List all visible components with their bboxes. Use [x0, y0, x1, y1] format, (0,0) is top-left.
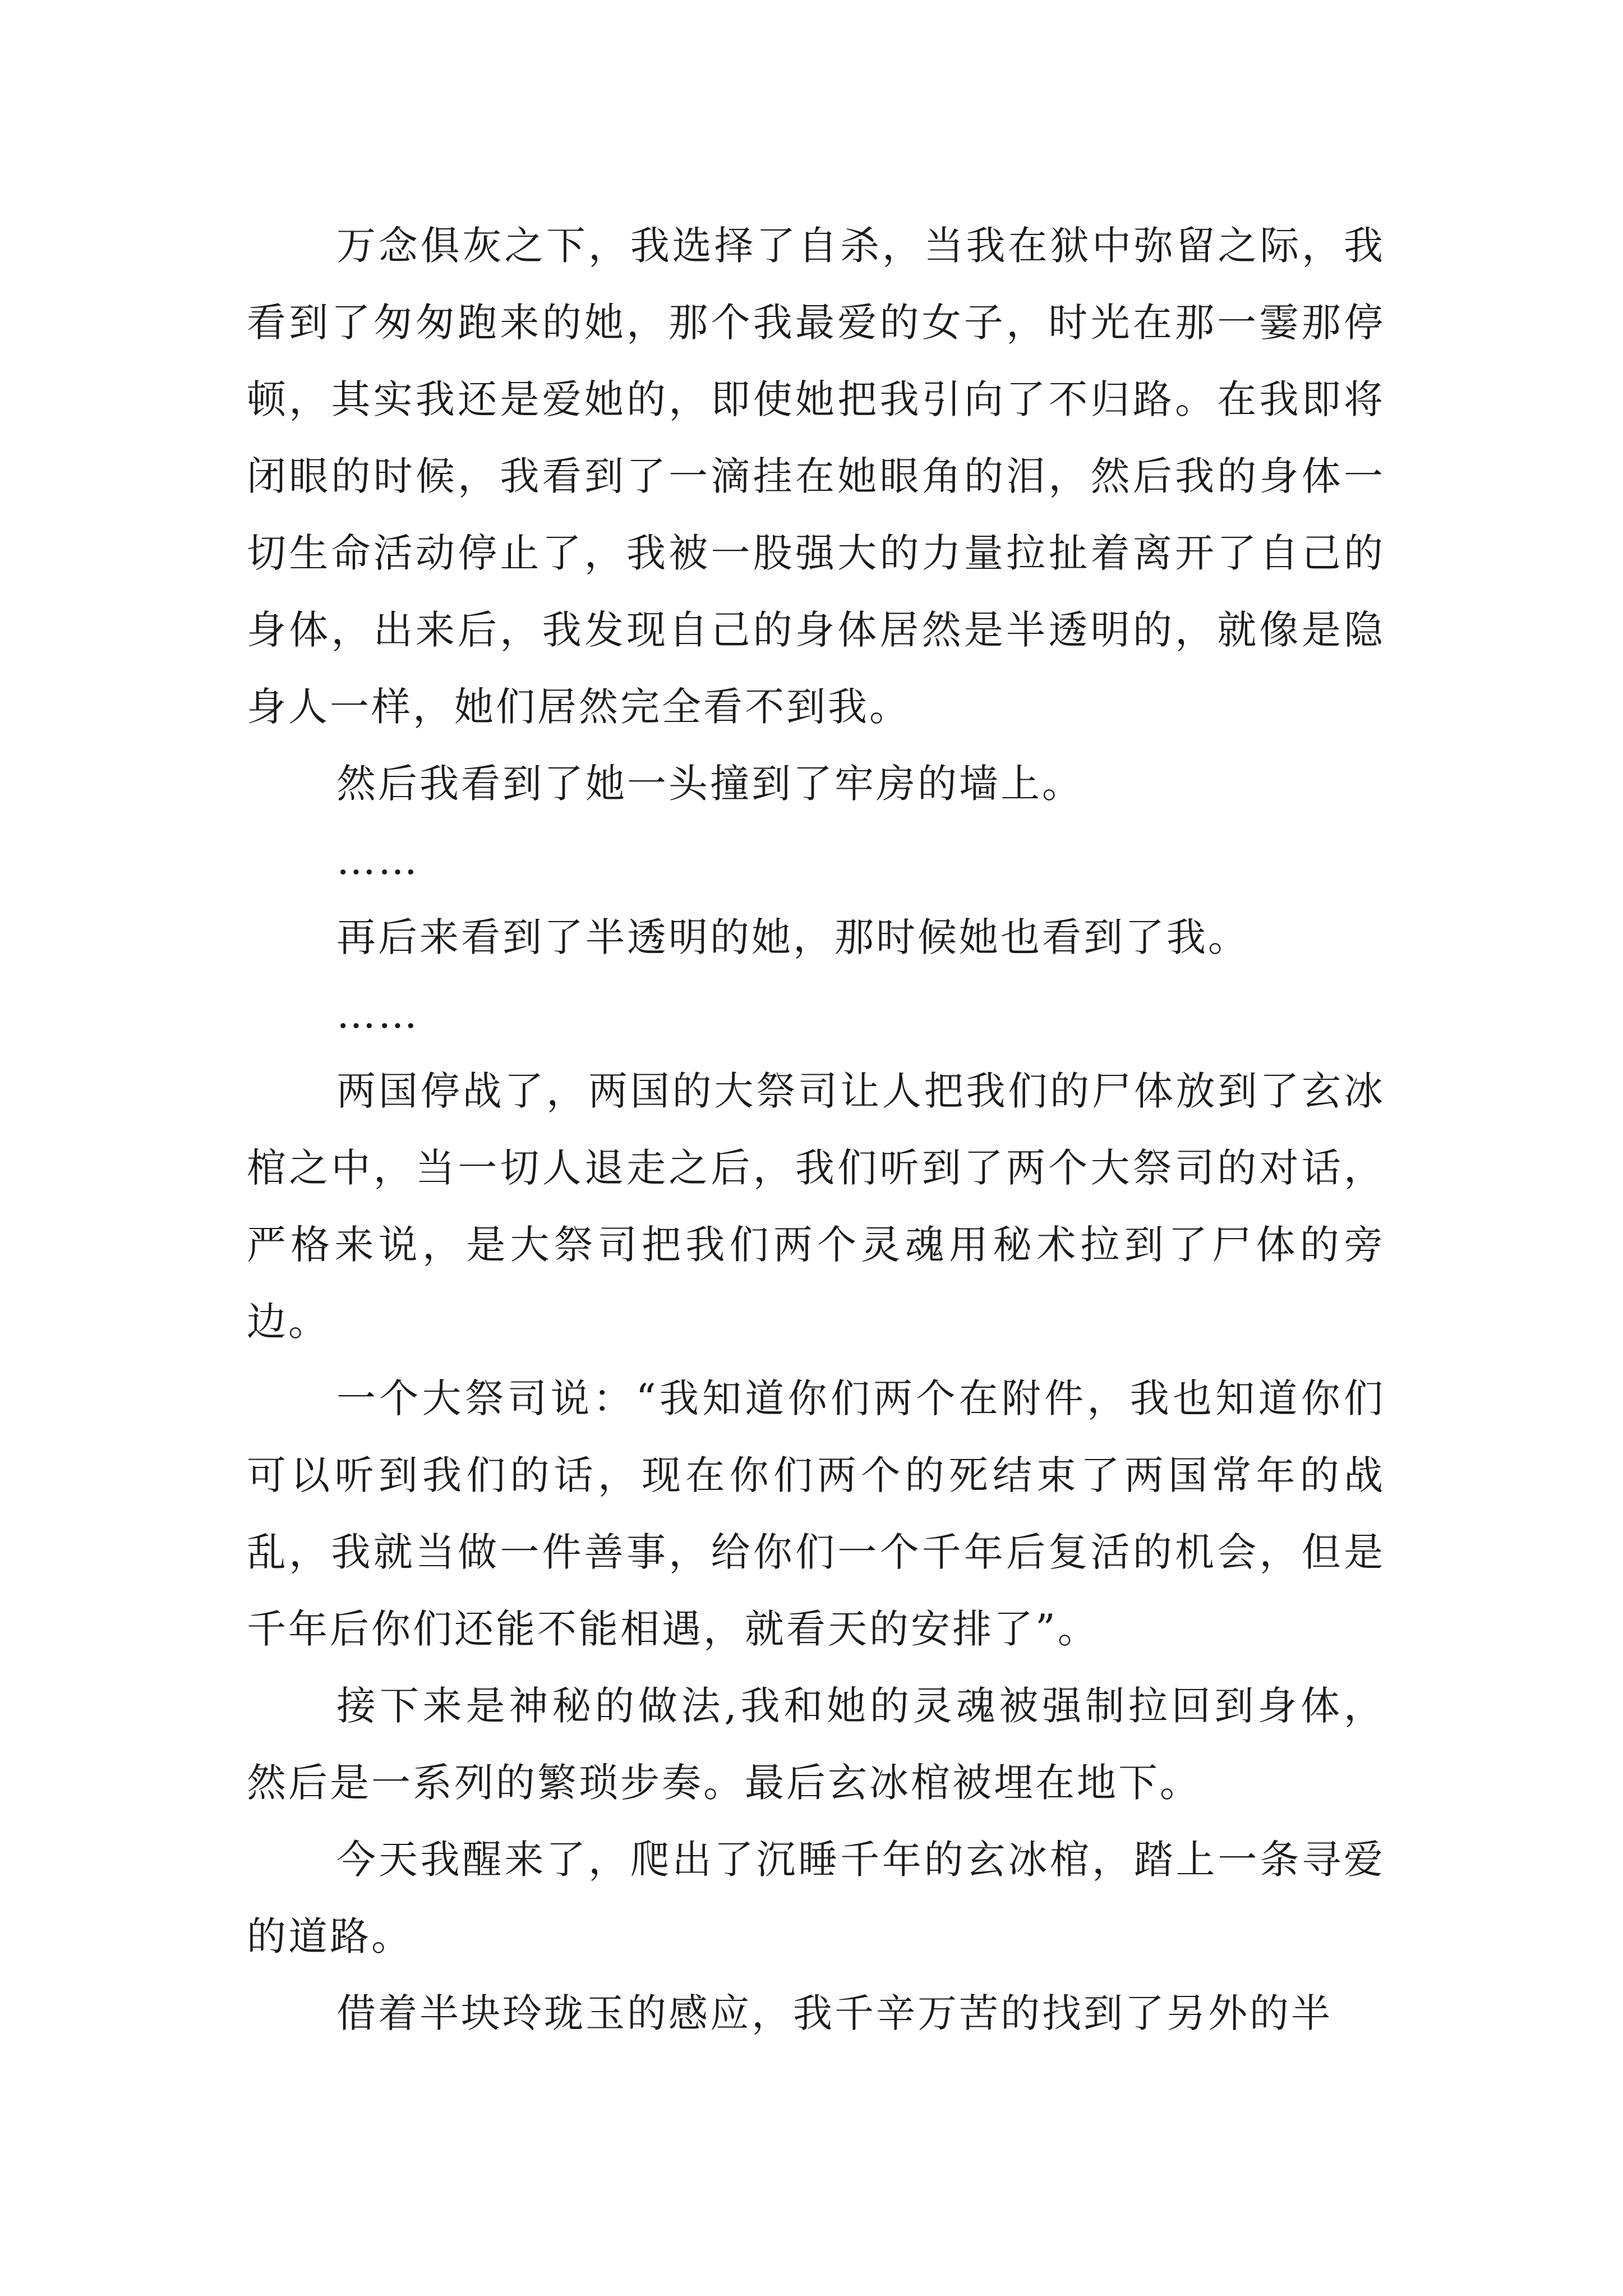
story-text: [247, 208, 1385, 2052]
ellipsis-2: ……: [336, 991, 419, 1037]
paragraph-ice-coffin: 两国停战了，两国的大祭司让人把我们的尸体放到了玄冰棺之中，当一切人退走之后，我们听到了两个大祭司的对话，严格来说，是大祭司把我们两个灵魂用秘术拉到了尸体的旁边。: [247, 1068, 1385, 1345]
ellipsis-1: ……: [336, 838, 419, 884]
paragraph-suicide-in-prison: 万念俱灰之下，我选择了自杀，当我在狱中弥留之际，我看到了匆匆跑来的她，那个我最爱的女子，时光在那一霎那停顿，其实我还是爱她的，即使她把我引向了不归路。在我即将闭眼的时候，我看到了一滴挂在她眼角的泪，然后我的身体一切生命活动停止了，我被一股强大的力量拉扯着离开了自己的身体，出来后，我发现自己的身体居然是半透明的，就像是隐身人一样，她们居然完全看不到我。: [247, 223, 1385, 730]
paragraph-translucent-her: 再后来看到了半透明的她，那时候她也看到了我。: [336, 914, 1249, 960]
paragraph-priest-speech: 一个大祭司说：“我知道你们两个在附件，我也知道你们可以听到我们的话，现在你们两个的死结束了两国常年的战乱，我就当做一件善事，给你们一个千年后复活的机会，但是千年后你们还能不能相遇，就看天的安排了”。: [247, 1375, 1385, 1652]
paragraph-awakening: 今天我醒来了，爬出了沉睡千年的玄冰棺，踏上一条寻爱的道路。: [247, 1837, 1385, 1959]
paragraph-she-hits-wall: 然后我看到了她一头撞到了牢房的墙上。: [336, 761, 1083, 807]
paragraph-ritual: 接下来是神秘的做法,我和她的灵魂被强制拉回到身体，然后是一系列的繁琐步奏。最后玄冰棺被埋在地下。: [247, 1683, 1385, 1806]
paragraph-jade-search: 借着半块玲珑玉的感应，我千辛万苦的找到了另外的半: [336, 1990, 1332, 2036]
